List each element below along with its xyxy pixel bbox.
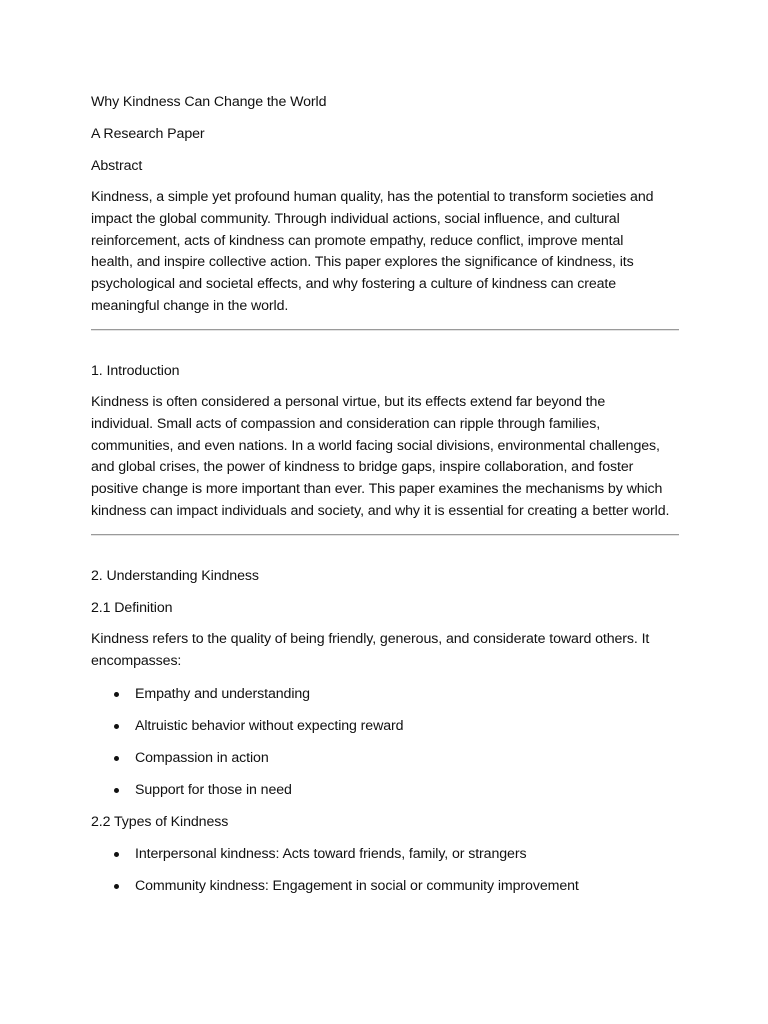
- abstract-line: impact the global community. Through individual actions, social influence, and cultural: [91, 210, 620, 227]
- introduction-line: Kindness is often considered a personal virtue, but its effects extend far beyond the: [91, 394, 606, 410]
- abstract-line: Kindness, a simple yet profound human quality, has the potential to transform societies and: [91, 189, 654, 205]
- list-item-text: Community kindness: Engagement in social or community improvement: [135, 878, 579, 894]
- introduction-line: and global crises, the power of kindness to bridge gaps, inspire collaboration, and foster: [91, 459, 634, 476]
- document-title: Why Kindness Can Change the World: [91, 94, 327, 110]
- bullet-icon: [114, 884, 119, 889]
- introduction-heading: 1. Introduction: [91, 363, 180, 379]
- types-of-kindness-heading: 2.2 Types of Kindness: [91, 814, 229, 830]
- bullet-icon: [114, 788, 119, 793]
- introduction-line: individual. Small acts of compassion and consideration can ripple through families,: [91, 415, 601, 432]
- definition-paragraph: [91, 629, 681, 673]
- abstract-line: reinforcement, acts of kindness can promote empathy, reduce conflict, improve mental: [91, 232, 624, 249]
- list-item-text: Altruistic behavior without expecting reward: [135, 718, 404, 734]
- definition-line: encompasses:: [91, 652, 182, 669]
- bullet-icon: [114, 852, 119, 857]
- section-divider: [91, 534, 679, 536]
- abstract-paragraph: [91, 187, 681, 318]
- abstract-line: health, and inspire collective action. This paper explores the significance of kindness, its: [91, 254, 634, 271]
- section-divider: [91, 329, 679, 331]
- list-item-text: Empathy and understanding: [135, 686, 310, 702]
- document-subtitle: A Research Paper: [91, 126, 205, 142]
- abstract-heading: Abstract: [91, 158, 143, 174]
- understanding-kindness-heading: 2. Understanding Kindness: [91, 568, 259, 584]
- introduction-line: positive change is more important than ever. This paper examines the mechanisms by which: [91, 481, 663, 498]
- bullet-icon: [114, 756, 119, 761]
- definition-heading: 2.1 Definition: [91, 600, 173, 616]
- bullet-icon: [114, 692, 119, 697]
- definition-line: Kindness refers to the quality of being friendly, generous, and considerate toward others. It: [91, 631, 650, 647]
- introduction-line: kindness can impact individuals and society, and why it is essential for creating a better world.: [91, 502, 670, 519]
- list-item-text: Compassion in action: [135, 750, 269, 766]
- abstract-line: meaningful change in the world.: [91, 297, 289, 314]
- introduction-line: communities, and even nations. In a world facing social divisions, environmental challenges,: [91, 437, 660, 454]
- list-item-text: Interpersonal kindness: Acts toward friends, family, or strangers: [135, 846, 527, 862]
- list-item-text: Support for those in need: [135, 782, 292, 798]
- abstract-line: psychological and societal effects, and why fostering a culture of kindness can create: [91, 276, 617, 293]
- bullet-icon: [114, 724, 119, 729]
- introduction-paragraph: [91, 392, 681, 523]
